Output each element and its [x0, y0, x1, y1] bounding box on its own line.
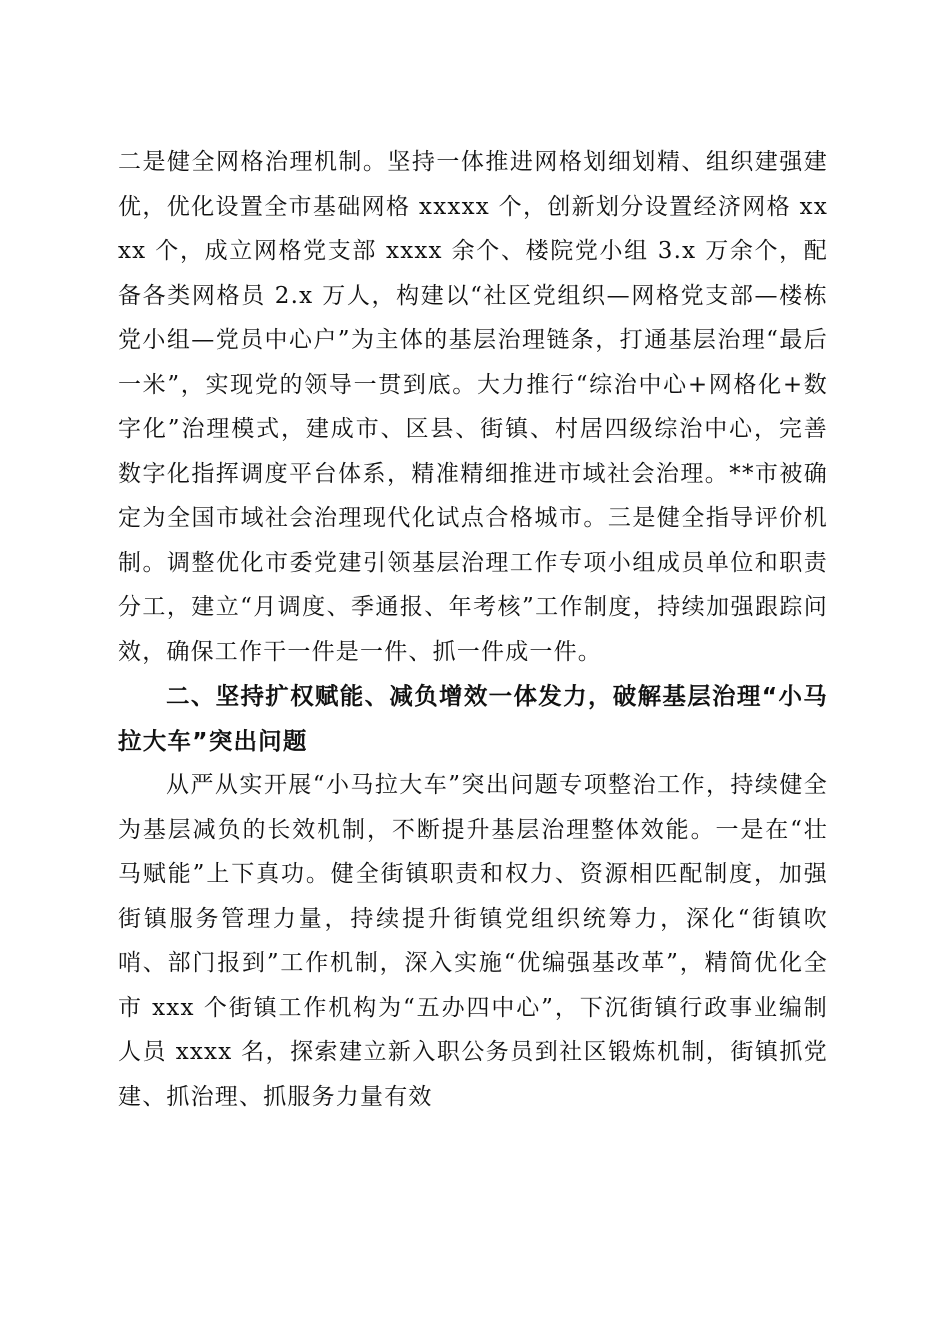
body-paragraph-grid-governance: 二是健全网格治理机制。坚持一体推进网格划细划精、组织建强建优，优化设置全市基础网格 xxxxx 个，创新划分设置经济网格 xxxx 个，成立网格党支部 xxxx 余个、楼院党小组 3.x 万余个，配备各类网格员 2.x 万人，构建以“社区党组织—网格党支部—楼栋党小组—党员中心户”为主体的基层治理链条，打通基层治理“最后一米”，实现党的领导一贯到底。大力推行“综治中心+网格化+数字化”治理模式，建成市、区县、街镇、村居四级综治中心，完善数字化指挥调度平台体系，精准精细推进市域社会治理。**市被确定为全国市域社会治理现代化试点合格城市。三是健全指导评价机制。调整优化市委党建引领基层治理工作专项小组成员单位和职责分工，建立“月调度、季通报、年考核”工作制度，持续加强跟踪问效，确保工作干一件是一件、抓一件成一件。 — [118, 149, 828, 665]
section-heading: 二、坚持扩权赋能、减负增效一体发力，破解基层治理“小马拉大车”突出问题 — [118, 682, 828, 755]
body-paragraph-burden-reduction: 从严从实开展“小马拉大车”突出问题专项整治工作，持续健全为基层减负的长效机制，不断提升基层治理整体效能。一是在“壮马赋能”上下真功。健全街镇职责和权力、资源相匹配制度，加强街镇服务管理力量，持续提升街镇党组织统筹力，深化“街镇吹哨、部门报到”工作机制，深入实施“优编强基改革”，精简优化全市 xxx 个街镇工作机构为“五办四中心”，下沉街镇行政事业编制人员 xxxx 名，探索建立新入职公务员到社区锻炼机制，街镇抓党建、抓治理、抓服务力量有效 — [118, 772, 828, 1110]
document-body — [118, 140, 828, 1119]
